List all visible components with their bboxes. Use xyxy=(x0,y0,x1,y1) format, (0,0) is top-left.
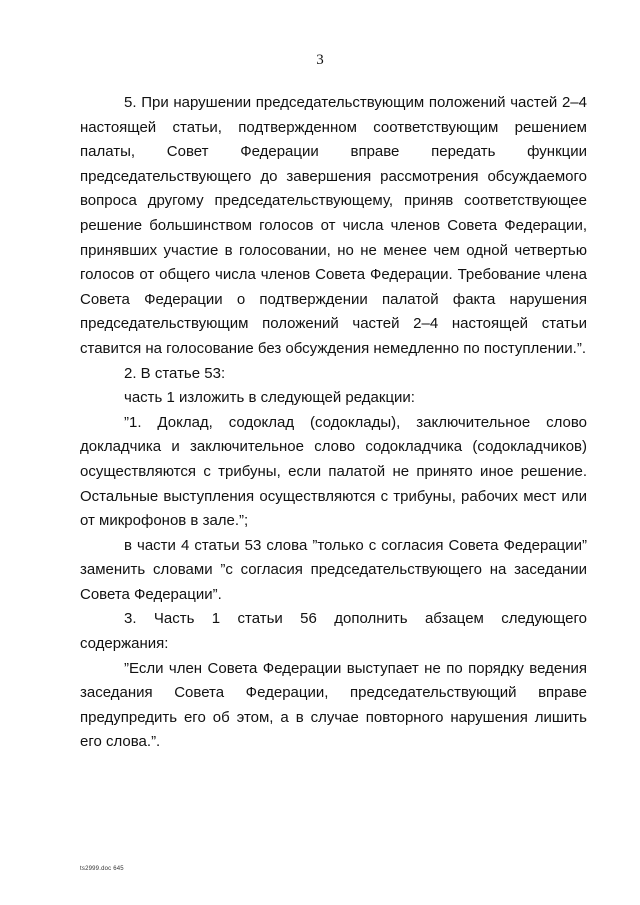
paragraph-part-1-text: ”1. Доклад, содоклад (содоклады), заключительное слово докладчика и заключительное слово содокладчика (содокладчиков) осуществляются с трибуны, если палатой не принято иное решение. Остальные выступления осуществляются с трибуны, рабочих мест или от микрофонов в зале.”; xyxy=(80,413,587,530)
document-body xyxy=(80,91,587,755)
paragraph-5-chairman-violation: 5. При нарушении председательствующим положений частей 2–4 настоящей статьи, подтвержденном соответствующим решением палаты, Совет Федерации вправе передать функции председательствующего до завершения рассмотрения обсуждаемого вопроса другому председательствующему, приняв соответствующее решение большинством голосов от числа членов Совета Федерации, принявших участие в голосовании, но не менее чем одной четвертью голосов от общего числа членов Совета Федерации. Требование члена Совета Федерации о подтверждении палатой факта нарушения председательствующим положений частей 2–4 настоящей статьи ставится на голосование без обсуждения немедленно по поступлении.”. xyxy=(80,94,587,357)
footer-document-code: ts2999.doc 645 xyxy=(80,866,124,872)
paragraph-part-1-intro: часть 1 изложить в следующей редакции: xyxy=(124,389,415,407)
paragraph-article-53-heading: 2. В статье 53: xyxy=(124,364,226,382)
paragraph-article-56-heading: 3. Часть 1 статьи 56 дополнить абзацем следующего содержания: xyxy=(80,610,587,653)
paragraph-part-4-amendment: в части 4 статьи 53 слова ”только с согласия Совета Федерации” заменить словами ”с согласия председательствующего на заседании Совета Федерации”. xyxy=(80,536,587,603)
page-number: 3 xyxy=(316,52,324,68)
paragraph-article-56-text: ”Если член Совета Федерации выступает не по порядку ведения заседания Совета Федерации, председательствующий вправе предупредить его об этом, а в случае повторного нарушения лишить его слова.”. xyxy=(80,659,587,751)
